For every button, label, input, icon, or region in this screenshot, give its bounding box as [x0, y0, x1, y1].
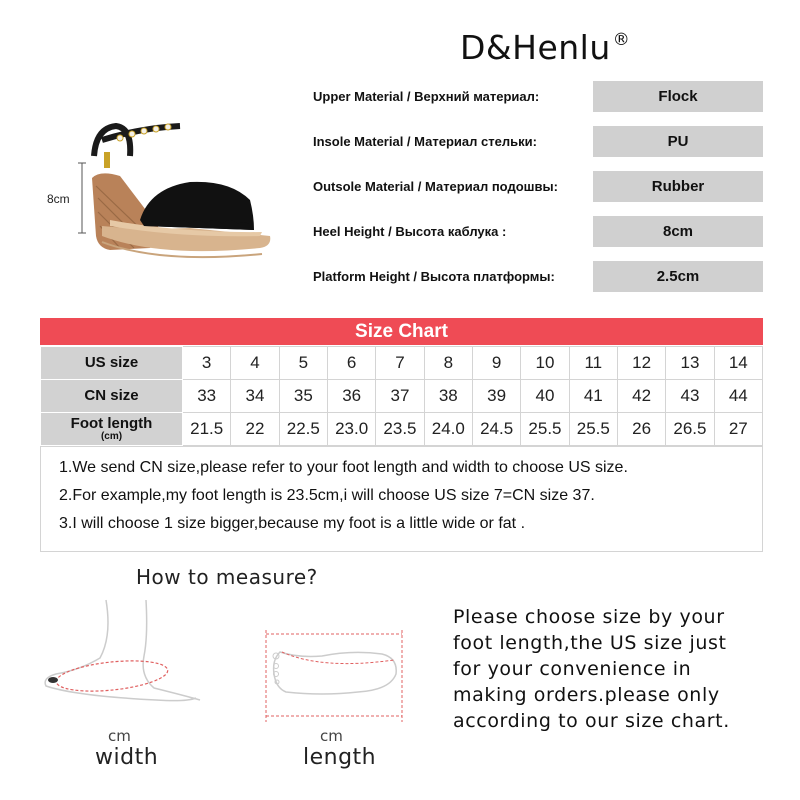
table-cell: 26.5: [666, 413, 714, 446]
spec-label: Outsole Material / Материал подошвы:: [313, 179, 558, 194]
advice-line: making orders.please only: [453, 684, 720, 706]
table-cell: 10: [521, 347, 569, 380]
table-cell: 37: [376, 380, 424, 413]
advice-line: for your convenience in: [453, 658, 692, 680]
note-line: 2.For example,my foot length is 23.5cm,i will choose US size 7=CN size 37.: [59, 487, 595, 504]
spec-label: Heel Height / Высота каблука :: [313, 224, 507, 239]
spec-label: Platform Height / Высота платформы:: [313, 269, 555, 284]
size-notes: [40, 446, 763, 552]
table-cell: 26: [617, 413, 665, 446]
foot-length-illustration: [262, 630, 406, 722]
table-cell: 13: [666, 347, 714, 380]
advice-line: according to our size chart.: [453, 710, 730, 732]
advice-line: foot length,the US size just: [453, 632, 727, 654]
table-cell: 35: [279, 380, 327, 413]
table-cell: 12: [617, 347, 665, 380]
table-cell: 21.5: [183, 413, 231, 446]
spec-value: PU: [593, 126, 763, 157]
spec-row-upper: [313, 81, 763, 112]
table-cell: 41: [569, 380, 617, 413]
table-cell: 3: [183, 347, 231, 380]
table-row-cn-size: [41, 380, 763, 413]
table-cell: 25.5: [521, 413, 569, 446]
table-cell: 42: [617, 380, 665, 413]
registered-mark: ®: [612, 30, 631, 50]
spec-row-heel-height: [313, 216, 763, 247]
table-cell: 39: [472, 380, 520, 413]
table-cell: 38: [424, 380, 472, 413]
spec-value: Flock: [593, 81, 763, 112]
width-unit-label: cm: [108, 727, 131, 745]
size-chart-title: Size Chart: [40, 318, 763, 345]
spec-row-insole: [313, 126, 763, 157]
spec-value: Rubber: [593, 171, 763, 202]
table-cell: 24.5: [472, 413, 520, 446]
table-cell: 33: [183, 380, 231, 413]
table-cell: 14: [714, 347, 762, 380]
heel-dimension-label: 8cm: [47, 192, 70, 206]
table-cell: 5: [279, 347, 327, 380]
table-cell: 4: [231, 347, 279, 380]
table-cell: 11: [569, 347, 617, 380]
table-cell: 23.0: [327, 413, 375, 446]
brand-name: D&Henlu: [460, 28, 611, 67]
spec-row-platform-height: [313, 261, 763, 292]
brand-logo: [460, 28, 630, 67]
spec-label: Insole Material / Материал стельки:: [313, 134, 537, 149]
sandal-product-image: [40, 108, 290, 278]
table-cell: 23.5: [376, 413, 424, 446]
spec-value: 2.5cm: [593, 261, 763, 292]
row-header: CN size: [41, 380, 183, 413]
advice-line: Please choose size by your: [453, 606, 725, 628]
spec-label: Upper Material / Верхний материал:: [313, 89, 540, 104]
table-cell: 24.0: [424, 413, 472, 446]
note-line: 1.We send CN size,please refer to your foot length and width to choose US size.: [59, 459, 628, 476]
foot-width-illustration: [36, 596, 206, 716]
table-row-foot-length: [41, 413, 763, 446]
row-header: Foot length (cm): [41, 413, 183, 446]
table-cell: 9: [472, 347, 520, 380]
table-cell: 8: [424, 347, 472, 380]
length-unit-label: cm: [320, 727, 343, 745]
width-label: width: [95, 745, 159, 770]
measure-title: How to measure?: [136, 565, 318, 589]
table-cell: 40: [521, 380, 569, 413]
table-cell: 25.5: [569, 413, 617, 446]
table-cell: 7: [376, 347, 424, 380]
note-line: 3.I will choose 1 size bigger,because my foot is a little wide or fat .: [59, 515, 526, 532]
sizing-advice: [453, 604, 773, 734]
table-cell: 34: [231, 380, 279, 413]
table-cell: 44: [714, 380, 762, 413]
row-header: US size: [41, 347, 183, 380]
size-chart-table: [40, 346, 763, 446]
spec-row-outsole: [313, 171, 763, 202]
table-cell: 43: [666, 380, 714, 413]
table-cell: 22.5: [279, 413, 327, 446]
table-cell: 22: [231, 413, 279, 446]
table-cell: 6: [327, 347, 375, 380]
table-row-us-size: [41, 347, 763, 380]
table-cell: 27: [714, 413, 762, 446]
spec-value: 8cm: [593, 216, 763, 247]
table-cell: 36: [327, 380, 375, 413]
length-label: length: [303, 745, 377, 770]
